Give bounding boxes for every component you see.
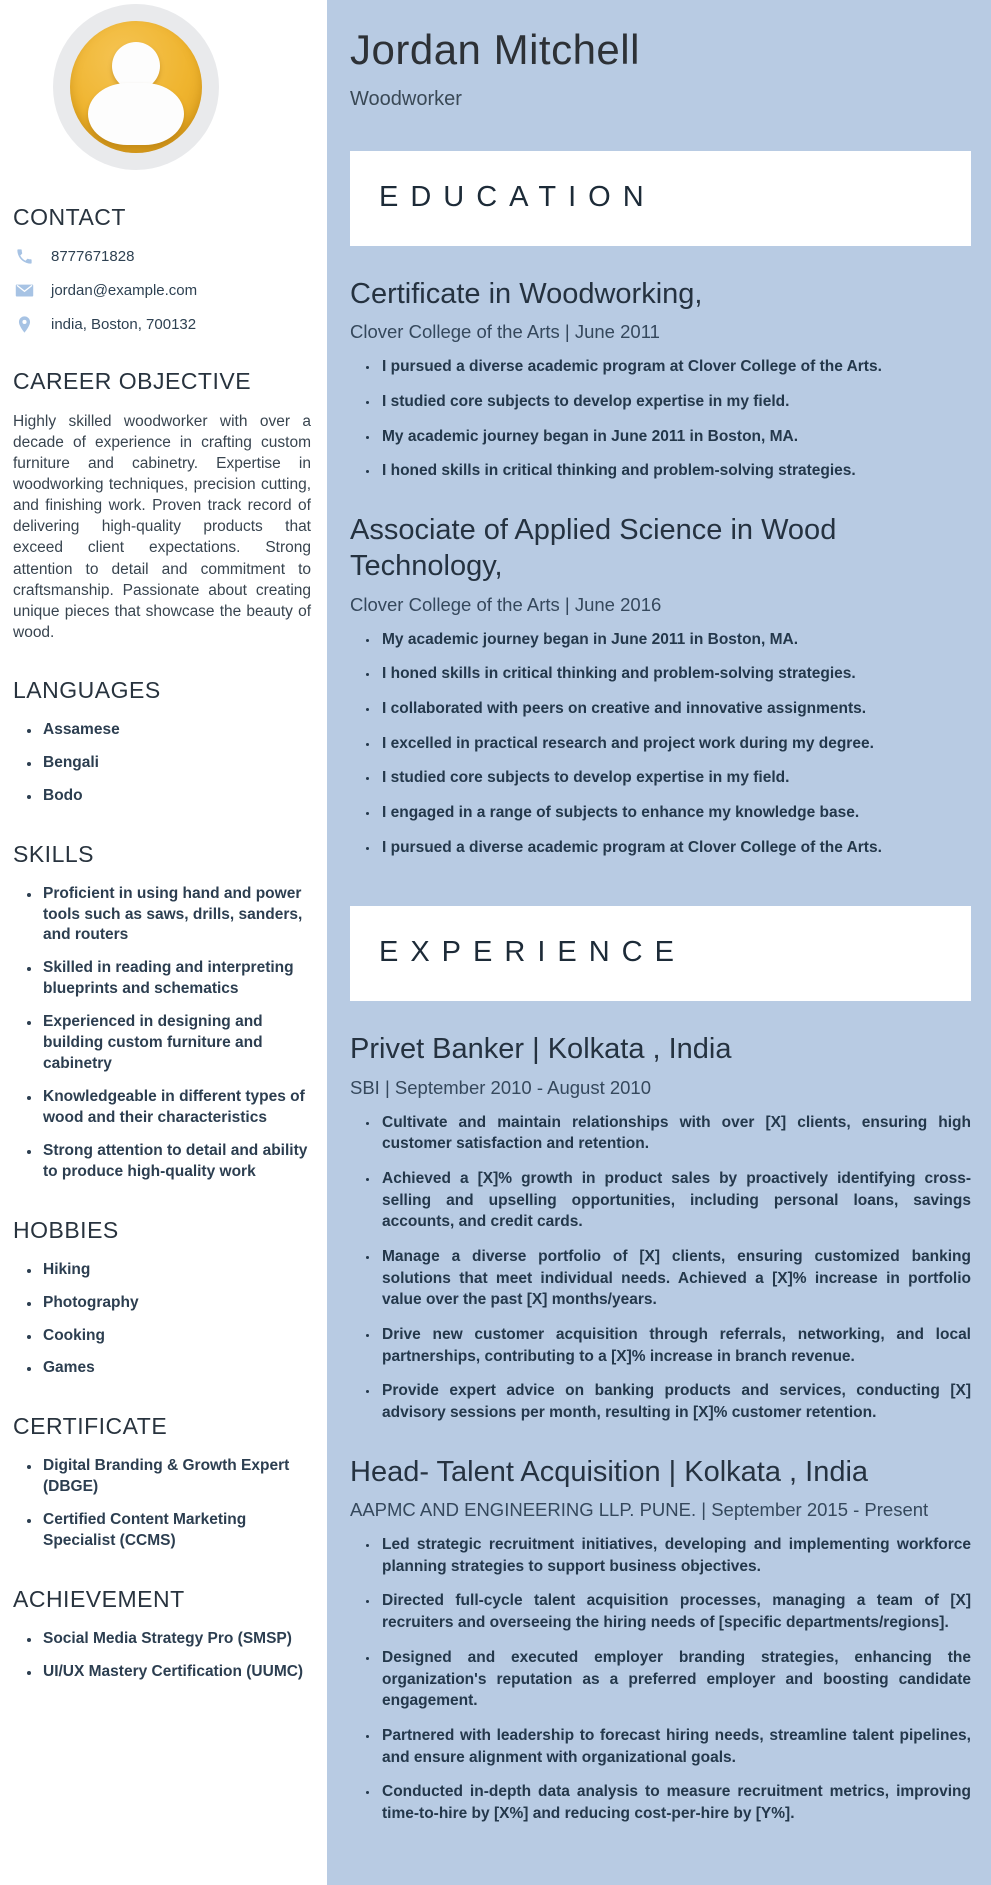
experience-bullet: • Designed and executed employer branding strategies, enhancing the organization's reputation as a preferred employer and boosting candidate engagement. xyxy=(379,1647,971,1712)
hobby-item: • Cooking xyxy=(41,1326,311,1347)
career-objective-heading: CAREER OBJECTIVE xyxy=(13,368,252,394)
hobby-item: • Hiking xyxy=(41,1260,311,1281)
contact-phone-value: 8777671828 xyxy=(51,248,135,265)
experience-bullet: • Provide expert advice on banking products and services, conducting [X] advisory sessions per month, resulting in [X]% customer retention. xyxy=(379,1380,971,1423)
language-item: • Assamese xyxy=(41,720,311,741)
experience-banner xyxy=(350,906,971,1001)
contact-email-value: jordan@example.com xyxy=(51,282,198,299)
education-banner xyxy=(350,151,971,246)
education-bullet: • I pursued a diverse academic program at Clover College of the Arts. xyxy=(379,356,971,378)
achievement-item: • UI/UX Mastery Certification (UUMC) xyxy=(41,1662,311,1683)
experience-bullet-list xyxy=(350,1534,971,1825)
education-entry xyxy=(350,276,971,482)
education-bullet-list xyxy=(350,629,971,859)
experience-bullet: • Drive new customer acquisition through referrals, networking, and local partnerships, contributing to a [X]% increase in branch revenue. xyxy=(379,1324,971,1367)
career-objective-text: Highly skilled woodworker with over a decade of experience in crafting custom furniture and cabinetry. Expertise in woodworking techniques, precision cutting, and finishing work. Proven track record of delivering high-quality products that exceed client expectations. Strong attention to detail and commitment to craftsmanship. Passionate about creating unique pieces that showcase the beauty of wood. xyxy=(13,413,311,641)
skill-item: • Proficient in using hand and power tools such as saws, drills, sanders, and routers xyxy=(41,884,311,947)
skill-item: • Skilled in reading and interpreting blueprints and schematics xyxy=(41,958,311,1000)
experience-bullet: • Conducted in-depth data analysis to measure recruitment metrics, improving time-to-hire by [X%] and reducing cost-per-hire by [Y%]. xyxy=(379,1781,971,1824)
skill-item: • Knowledgeable in different types of wood and their characteristics xyxy=(41,1087,311,1129)
experience-entry xyxy=(350,1031,971,1424)
hobby-item: • Games xyxy=(41,1358,311,1379)
achievement-heading: ACHIEVEMENT xyxy=(13,1586,185,1613)
education-degree: Associate of Applied Science in Wood Technology, xyxy=(350,514,837,583)
education-meta: Clover College of the Arts | June 2016 xyxy=(350,593,662,615)
certificate-list xyxy=(13,1456,311,1552)
education-bullet: • I excelled in practical research and project work during my degree. xyxy=(379,733,971,755)
certificate-heading: CERTIFICATE xyxy=(13,1413,168,1440)
certificate-item: • Certified Content Marketing Specialist (CCMS) xyxy=(41,1510,311,1552)
education-meta: Clover College of the Arts | June 2011 xyxy=(350,321,660,343)
location-icon xyxy=(15,315,34,334)
sidebar xyxy=(0,0,327,1885)
contact-location-value: india, Boston, 700132 xyxy=(51,316,197,333)
language-item: • Bengali xyxy=(41,753,311,774)
experience-bullet: • Led strategic recruitment initiatives, developing and implementing workforce planning strategies to support business objectives. xyxy=(379,1534,971,1577)
education-bullet: • I engaged in a range of subjects to enhance my knowledge base. xyxy=(379,802,971,824)
experience-bullet: • Manage a diverse portfolio of [X] clients, ensuring customized banking solutions that meet individual needs. Achieved a [X]% increase in portfolio value over the past [X] months/years. xyxy=(379,1246,971,1311)
email-icon xyxy=(15,281,34,300)
skills-heading: SKILLS xyxy=(13,840,94,867)
experience-meta: AAPMC AND ENGINEERING LLP. PUNE. | September 2015 - Present xyxy=(350,1499,929,1521)
contact-location-row xyxy=(15,315,311,334)
avatar xyxy=(53,4,219,170)
education-degree: Certificate in Woodworking, xyxy=(350,278,703,310)
skills-list xyxy=(13,884,311,1183)
hobby-item: • Photography xyxy=(41,1293,311,1314)
main-panel xyxy=(327,0,991,1885)
education-heading: EDUCATION xyxy=(379,181,656,213)
experience-bullet: • Partnered with leadership to forecast hiring needs, streamline talent pipelines, and ensure alignment with organizational goals. xyxy=(379,1725,971,1768)
experience-heading: EXPERIENCE xyxy=(379,936,686,969)
education-bullet: • I pursued a diverse academic program at Clover College of the Arts. xyxy=(379,837,971,859)
education-bullet: • I honed skills in critical thinking and problem-solving strategies. xyxy=(379,460,971,482)
person-job-title: Woodworker xyxy=(350,88,462,110)
education-bullet: • My academic journey began in June 2011 in Boston, MA. xyxy=(379,629,971,651)
experience-section xyxy=(350,1031,971,1824)
education-section xyxy=(350,276,971,858)
achievement-list xyxy=(13,1629,311,1683)
contact-email-row xyxy=(15,281,311,300)
certificate-item: • Digital Branding & Growth Expert (DBGE) xyxy=(41,1456,311,1498)
education-bullet: • I studied core subjects to develop expertise in my field. xyxy=(379,391,971,413)
contact-heading: CONTACT xyxy=(13,204,126,230)
languages-heading: LANGUAGES xyxy=(13,676,161,703)
education-bullet: • I collaborated with peers on creative and innovative assignments. xyxy=(379,698,971,720)
skill-item: • Strong attention to detail and ability to produce high-quality work xyxy=(41,1141,311,1183)
skill-item: • Experienced in designing and building custom furniture and cabinetry xyxy=(41,1012,311,1075)
experience-meta: SBI | September 2010 - August 2010 xyxy=(350,1076,652,1098)
education-bullet: • I studied core subjects to develop expertise in my field. xyxy=(379,767,971,789)
languages-list xyxy=(13,720,311,807)
experience-bullet-list xyxy=(350,1112,971,1424)
education-bullet-list xyxy=(350,356,971,482)
achievement-item: • Social Media Strategy Pro (SMSP) xyxy=(41,1629,311,1650)
education-entry xyxy=(350,512,971,858)
experience-bullet: • Achieved a [X]% growth in product sales by proactively identifying cross-selling and upselling opportunities, including personal loans, savings accounts, and credit cards. xyxy=(379,1168,971,1233)
experience-entry xyxy=(350,1454,971,1825)
education-bullet: • I honed skills in critical thinking and problem-solving strategies. xyxy=(379,663,971,685)
experience-bullet: • Directed full-cycle talent acquisition processes, managing a team of [X] recruiters and overseeing the hiring needs of [specific departments/regions]. xyxy=(379,1590,971,1633)
avatar-person-icon xyxy=(70,21,202,153)
hobbies-list xyxy=(13,1260,311,1380)
education-bullet: • My academic journey began in June 2011 in Boston, MA. xyxy=(379,426,971,448)
person-name: Jordan Mitchell xyxy=(350,26,640,73)
experience-role: Privet Banker | Kolkata , India xyxy=(350,1033,732,1066)
experience-bullet: • Cultivate and maintain relationships with over [X] clients, ensuring high customer satisfaction and retention. xyxy=(379,1112,971,1155)
language-item: • Bodo xyxy=(41,786,311,807)
phone-icon xyxy=(15,247,34,266)
experience-role: Head- Talent Acquisition | Kolkata , India xyxy=(350,1455,869,1488)
hobbies-heading: HOBBIES xyxy=(13,1216,119,1243)
contact-phone-row xyxy=(15,247,311,266)
